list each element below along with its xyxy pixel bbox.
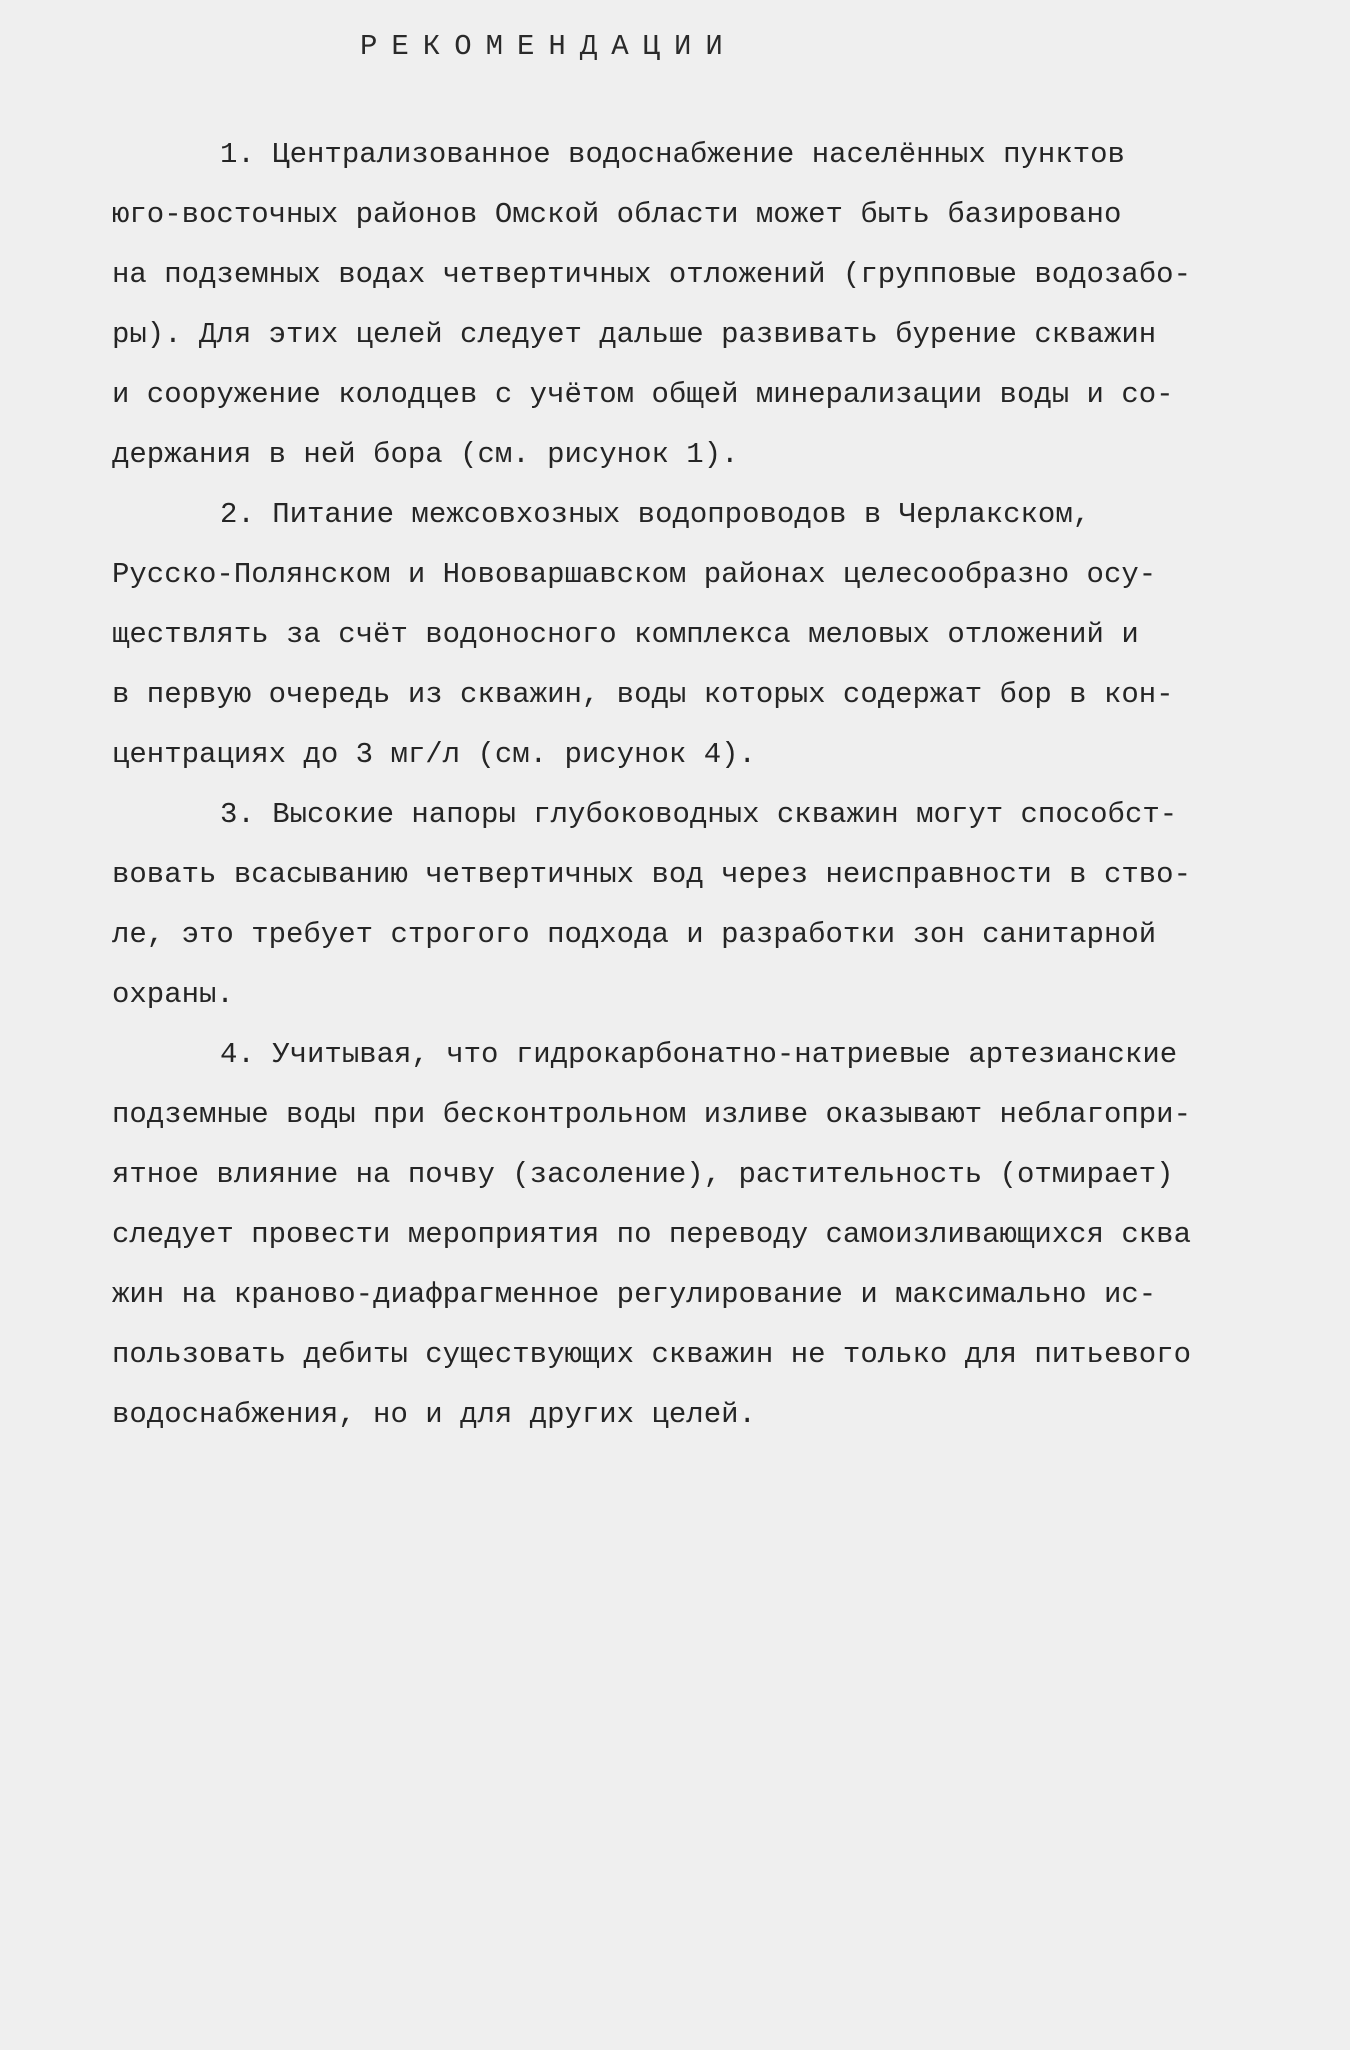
text-line: следует провести мероприятия по переводу самоизливающихся сква [112,1218,1191,1251]
text-line: ществлять за счёт водоносного комплекса меловых отложений и [112,618,1139,651]
text-line: 1. Централизованное водоснабжение населённых пунктов [220,138,1125,171]
text-line: держания в ней бора (см. рисунок 1). [112,438,739,471]
recommendations-body [112,125,1242,1445]
text-line: ятное влияние на почву (засоление), растительность (отмирает) [112,1158,1174,1191]
paragraph-1 [112,125,1242,485]
text-line: пользовать дебиты существующих скважин не только для питьевого [112,1338,1191,1371]
text-line: 4. Учитывая, что гидрокарбонатно-натриевые артезианские [220,1038,1178,1071]
text-line: на подземных водах четвертичных отложений (групповые водозабо- [112,258,1191,291]
text-line: водоснабжения, но и для других целей. [112,1398,756,1431]
text-line: центрациях до 3 мг/л (см. рисунок 4). [112,738,756,771]
text-line: и сооружение колодцев с учётом общей минерализации воды и со- [112,378,1174,411]
text-line: в первую очередь из скважин, воды которых содержат бор в кон- [112,678,1174,711]
text-line: подземные воды при бесконтрольном изливе оказывают неблагопри- [112,1098,1191,1131]
text-line: Русско-Полянском и Нововаршавском районах целесообразно осу- [112,558,1157,591]
text-line: 2. Питание межсовхозных водопроводов в Черлакском, [220,498,1091,531]
paragraph-3 [112,785,1242,1025]
text-line: ле, это требует строгого подхода и разработки зон санитарной [112,918,1157,951]
page-title: РЕКОМЕНДАЦИИ [360,30,737,63]
text-line: вовать всасыванию четвертичных вод через неисправности в ство- [112,858,1191,891]
text-line: жин на краново-диафрагменное регулирование и максимально ис- [112,1278,1157,1311]
text-line: ры). Для этих целей следует дальше развивать бурение скважин [112,318,1157,351]
text-line: охраны. [112,978,234,1011]
text-line: юго-восточных районов Омской области может быть базировано [112,198,1122,231]
paragraph-4 [112,1025,1242,1445]
text-line: 3. Высокие напоры глубоководных скважин могут способст- [220,798,1178,831]
paragraph-2 [112,485,1242,785]
